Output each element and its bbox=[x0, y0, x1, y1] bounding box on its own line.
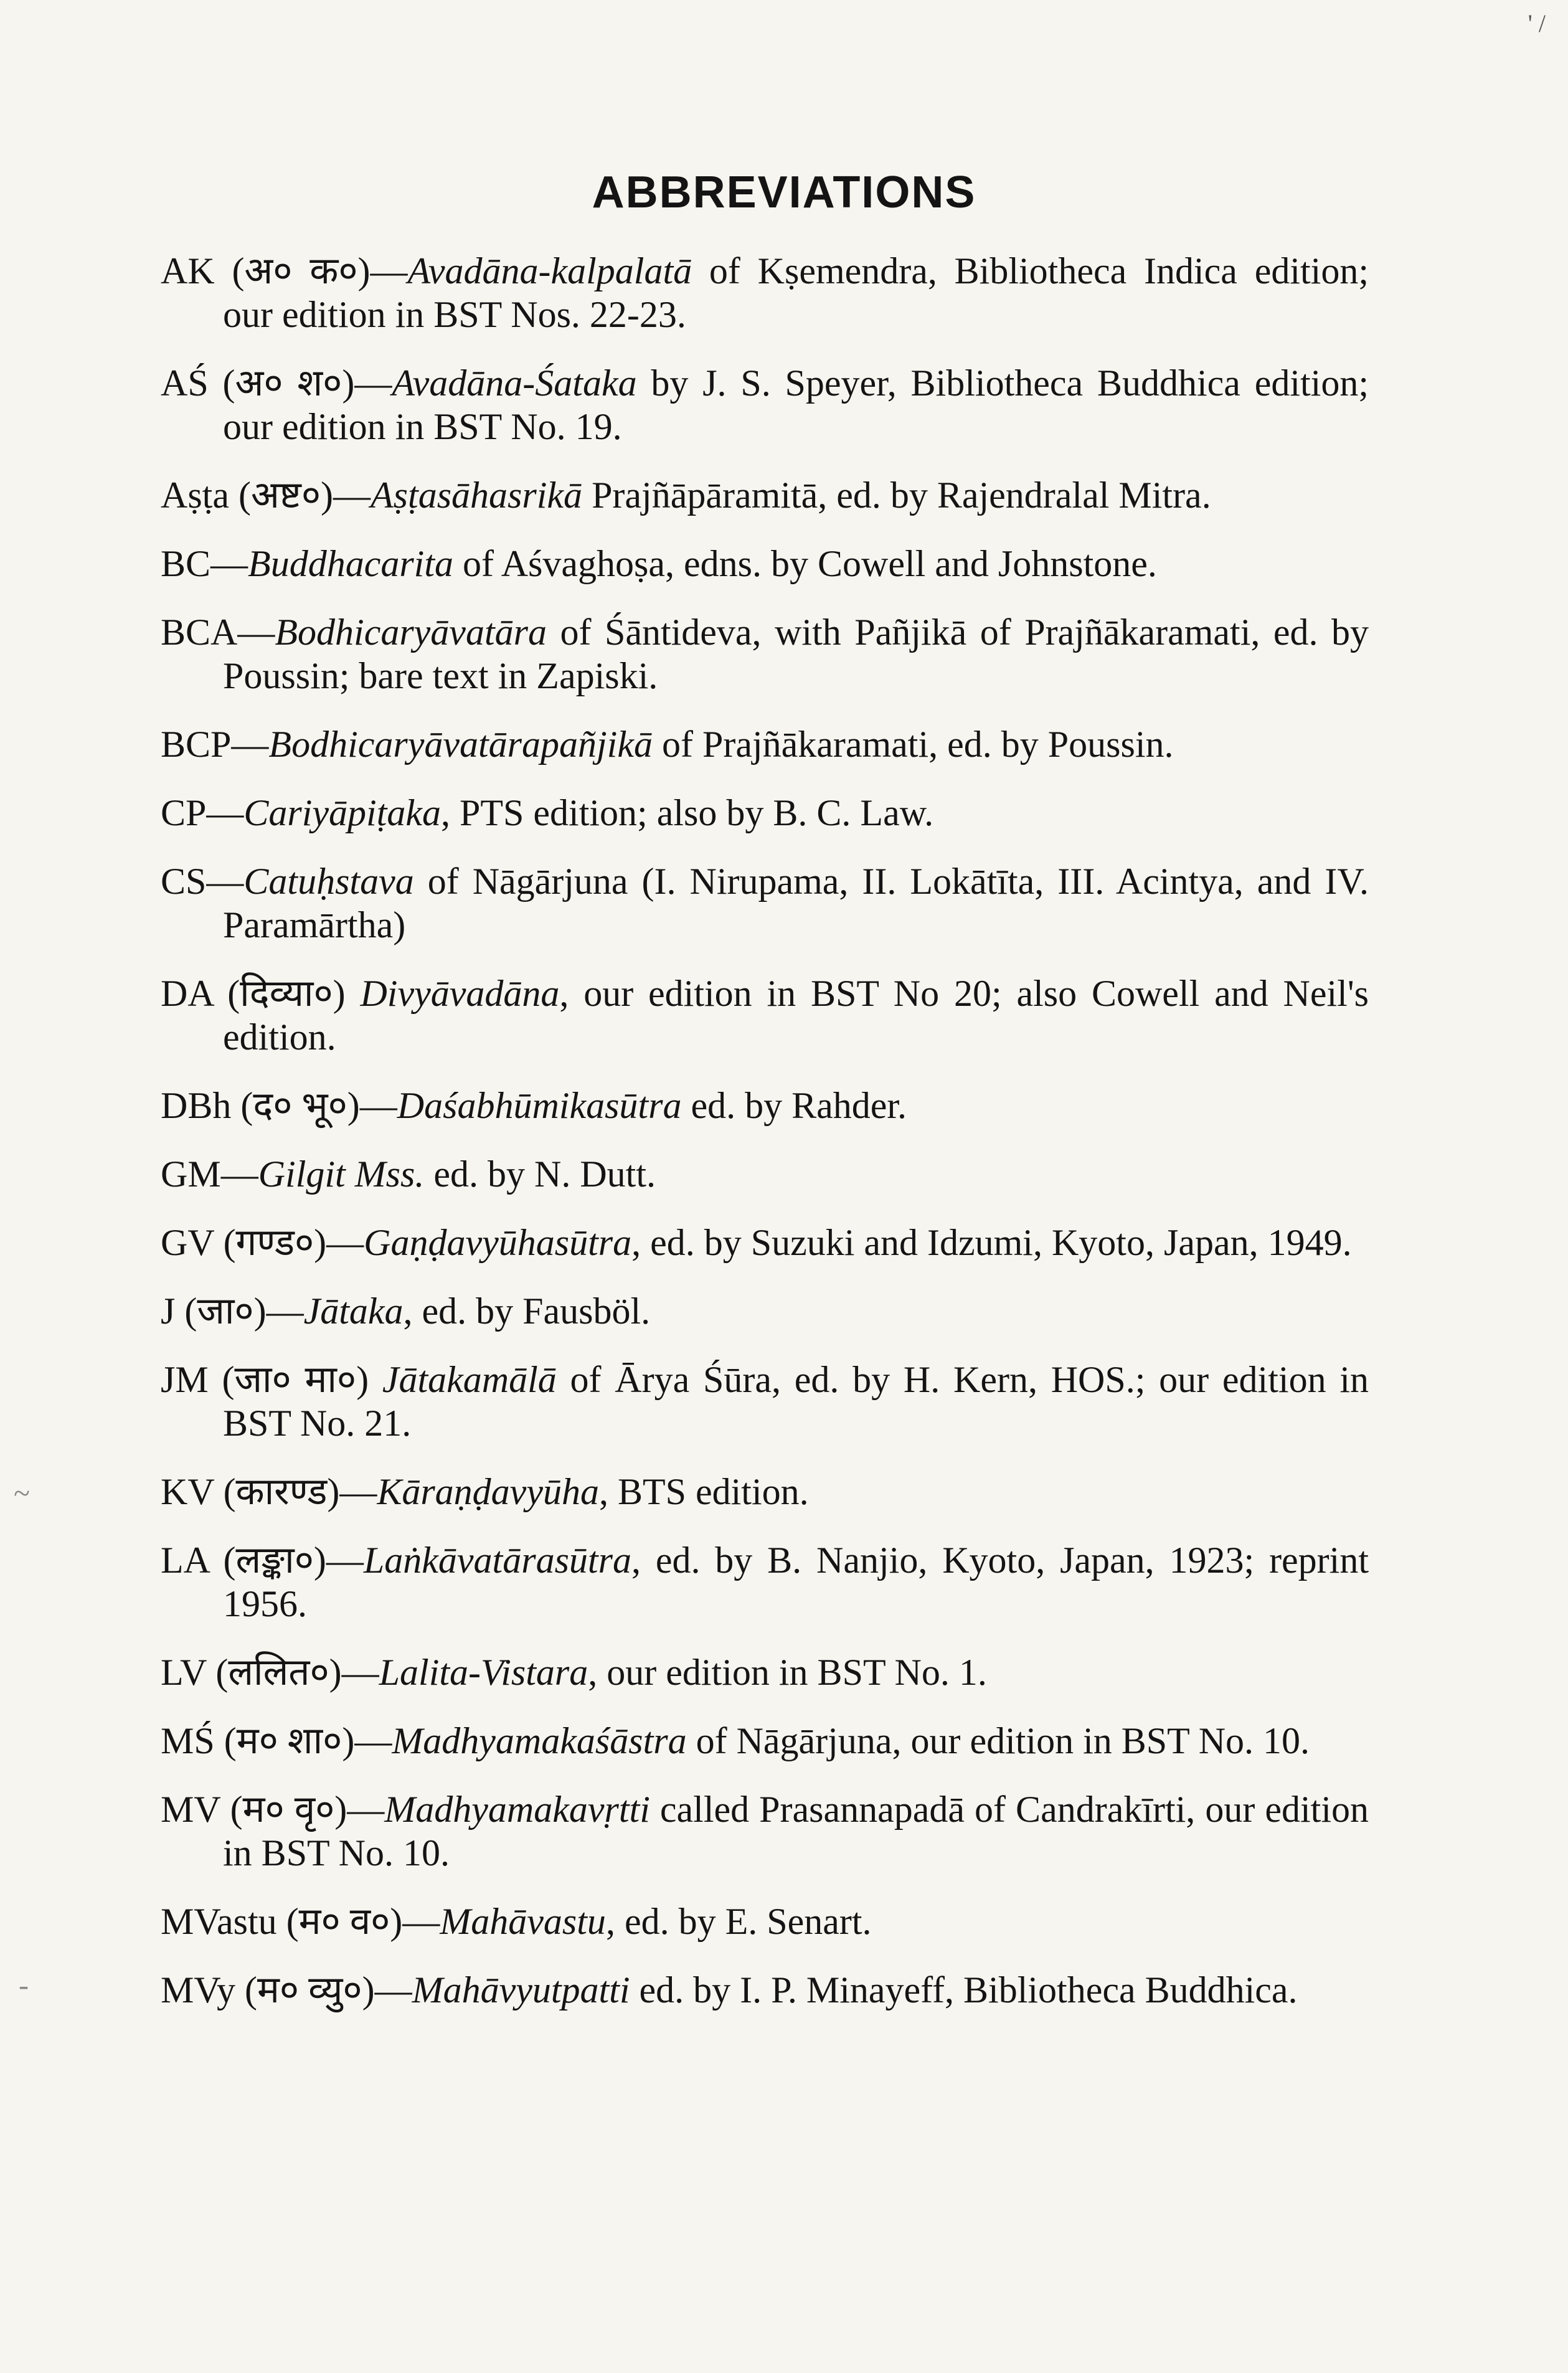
abbreviation-entry bbox=[161, 249, 1369, 336]
entry-description: , PTS edition; also by B. C. Law. bbox=[441, 792, 934, 833]
entry-description: of Kṣemendra, Bibliotheca Indica edition; our edition in BST Nos. 22-23. bbox=[223, 250, 1369, 335]
abbreviation-code: MŚ bbox=[161, 1720, 215, 1761]
entry-separator: — bbox=[220, 1153, 258, 1195]
entry-description: of Ārya Śūra, ed. by H. Kern, HOS.; our edition in BST No. 21. bbox=[223, 1359, 1369, 1444]
abbreviation-entry bbox=[161, 542, 1369, 585]
abbreviation-entry bbox=[161, 1358, 1369, 1445]
abbreviation-entry bbox=[161, 1651, 1369, 1694]
work-title: Jātaka bbox=[303, 1291, 404, 1332]
abbreviation-code: Aṣṭa bbox=[161, 475, 229, 516]
work-title: Mahāvastu bbox=[440, 1901, 606, 1942]
entry-separator: — bbox=[354, 362, 392, 404]
abbreviation-entry bbox=[161, 1470, 1369, 1513]
devanagari-abbreviation: (जा०) bbox=[184, 1291, 267, 1332]
abbreviation-entry bbox=[161, 791, 1369, 835]
entry-separator: — bbox=[354, 1720, 392, 1761]
abbreviation-entry bbox=[161, 1289, 1369, 1333]
abbreviation-code: DBh bbox=[161, 1085, 232, 1126]
entry-description: called Prasannapadā of Candrakīrti, our edition in BST No. 10. bbox=[223, 1789, 1369, 1873]
corner-mark: ' / bbox=[1528, 9, 1546, 37]
abbreviation-code: MVy bbox=[161, 1969, 236, 2011]
entry-separator: — bbox=[339, 1471, 377, 1512]
abbreviation-code: CS bbox=[161, 861, 207, 902]
entry-description: Prajñāpāramitā, ed. by Rajendralal Mitra. bbox=[582, 475, 1211, 516]
abbreviation-code: JM bbox=[161, 1359, 209, 1400]
margin-mark: - bbox=[19, 1969, 29, 2002]
work-title: Gaṇḍavyūhasūtra bbox=[364, 1222, 632, 1263]
entry-separator bbox=[369, 1359, 382, 1400]
work-title: Avadāna-Śataka bbox=[392, 362, 637, 404]
work-title: Gilgit Mss. bbox=[258, 1153, 425, 1195]
abbreviation-code: AK bbox=[161, 250, 215, 291]
entry-separator: — bbox=[374, 1969, 412, 2011]
abbreviation-code: AŚ bbox=[161, 362, 209, 404]
work-title: Bodhicaryāvatārapañjikā bbox=[268, 724, 653, 765]
devanagari-abbreviation: (अष्ट०) bbox=[238, 475, 334, 516]
abbreviation-entry bbox=[161, 860, 1369, 947]
work-title: Madhyamakaśāstra bbox=[392, 1720, 687, 1761]
abbreviation-code: J bbox=[161, 1291, 176, 1332]
abbreviation-code: DA bbox=[161, 973, 213, 1014]
entry-description: ed. by Rahder. bbox=[681, 1085, 907, 1126]
work-title: Laṅkāvatārasūtra bbox=[363, 1540, 631, 1581]
devanagari-abbreviation: (म० व०) bbox=[286, 1901, 403, 1942]
entry-description: of Nāgārjuna (I. Nirupama, II. Lokātīta, III. Acintya, and IV. Paramārtha) bbox=[223, 861, 1369, 945]
work-title: Catuḥstava bbox=[243, 861, 414, 902]
abbreviation-code: BCP bbox=[161, 724, 232, 765]
margin-mark: ~ bbox=[14, 1477, 30, 1510]
work-title: Aṣṭasāhasrikā bbox=[371, 475, 583, 516]
entry-separator: — bbox=[402, 1901, 440, 1942]
abbreviation-entry bbox=[161, 361, 1369, 448]
abbreviation-entry bbox=[161, 1719, 1369, 1763]
devanagari-abbreviation: (गण्ड०) bbox=[223, 1222, 327, 1263]
work-title: Avadāna-kalpalatā bbox=[407, 250, 692, 291]
abbreviation-entry bbox=[161, 610, 1369, 698]
entry-description: , our edition in BST No 20; also Cowell and Neil's edition. bbox=[223, 973, 1369, 1058]
abbreviation-code: MVastu bbox=[161, 1901, 277, 1942]
entry-separator: — bbox=[231, 724, 269, 765]
work-title: Buddhacarita bbox=[248, 543, 454, 584]
abbreviation-entry bbox=[161, 1788, 1369, 1875]
entry-separator: — bbox=[326, 1540, 364, 1581]
entry-separator: — bbox=[333, 475, 371, 516]
abbreviation-code: KV bbox=[161, 1471, 214, 1512]
devanagari-abbreviation: (जा० मा०) bbox=[222, 1359, 369, 1400]
abbreviation-entry bbox=[161, 473, 1369, 517]
entry-description: , BTS edition. bbox=[598, 1471, 809, 1512]
abbreviation-entry bbox=[161, 972, 1369, 1059]
abbreviation-code: LA bbox=[161, 1540, 209, 1581]
work-title: Kāraṇḍavyūha bbox=[377, 1471, 599, 1512]
entry-separator: — bbox=[359, 1085, 397, 1126]
entry-description: of Aśvaghoṣa, edns. by Cowell and Johnstone. bbox=[453, 543, 1157, 584]
devanagari-abbreviation: (दिव्या०) bbox=[227, 973, 346, 1014]
devanagari-abbreviation: (म० व्यु०) bbox=[245, 1969, 375, 2011]
abbreviation-entry bbox=[161, 1221, 1369, 1264]
devanagari-abbreviation: (अ० क०) bbox=[232, 250, 371, 291]
abbreviation-entry bbox=[161, 1084, 1369, 1127]
abbreviation-list bbox=[161, 249, 1369, 2037]
entry-description: , ed. by Fausböl. bbox=[403, 1291, 651, 1332]
devanagari-abbreviation: (अ० श०) bbox=[222, 362, 355, 404]
abbreviation-code: LV bbox=[161, 1652, 207, 1693]
abbreviation-code: MV bbox=[161, 1789, 220, 1830]
entry-description: , our edition in BST No. 1. bbox=[588, 1652, 987, 1693]
entry-separator bbox=[346, 973, 361, 1014]
work-title: Lalita-Vistara bbox=[379, 1652, 588, 1693]
devanagari-abbreviation: (म० वृ०) bbox=[230, 1789, 347, 1830]
entry-separator: — bbox=[370, 250, 408, 291]
abbreviation-code: CP bbox=[161, 792, 207, 833]
work-title: Mahāvyutpatti bbox=[412, 1969, 630, 2011]
entry-separator: — bbox=[341, 1652, 379, 1693]
entry-separator: — bbox=[237, 612, 275, 653]
entry-description: of Prajñākaramati, ed. by Poussin. bbox=[652, 724, 1174, 765]
entry-description: of Śāntideva, with Pañjikā of Prajñākaramati, ed. by Poussin; bare text in Zapiski. bbox=[223, 612, 1369, 696]
entry-description: by J. S. Speyer, Bibliotheca Buddhica edition; our edition in BST No. 19. bbox=[223, 362, 1369, 447]
abbreviation-code: BCA bbox=[161, 612, 238, 653]
devanagari-abbreviation: (म० शा०) bbox=[224, 1720, 355, 1761]
abbreviation-code: GV bbox=[161, 1222, 214, 1263]
entry-description: ed. by N. Dutt. bbox=[424, 1153, 656, 1195]
entry-separator: — bbox=[266, 1291, 304, 1332]
entry-separator: — bbox=[326, 1222, 364, 1263]
entry-description: ed. by I. P. Minayeff, Bibliotheca Buddhica. bbox=[630, 1969, 1298, 2011]
abbreviation-code: GM bbox=[161, 1153, 221, 1195]
entry-separator: — bbox=[210, 543, 248, 584]
work-title: Divyāvadāna bbox=[360, 973, 560, 1014]
entry-separator: — bbox=[347, 1789, 385, 1830]
work-title: Cariyāpiṭaka bbox=[243, 792, 442, 833]
entry-description: , ed. by Suzuki and Idzumi, Kyoto, Japan, 1949. bbox=[631, 1222, 1352, 1263]
abbreviation-entry bbox=[161, 722, 1369, 766]
abbreviation-code: BC bbox=[161, 543, 211, 584]
devanagari-abbreviation: (ललित०) bbox=[215, 1652, 342, 1693]
abbreviation-entry bbox=[161, 1152, 1369, 1196]
entry-description: , ed. by B. Nanjio, Kyoto, Japan, 1923; reprint 1956. bbox=[223, 1540, 1369, 1624]
work-title: Bodhicaryāvatāra bbox=[275, 612, 547, 653]
entry-separator: — bbox=[206, 792, 244, 833]
entry-separator: — bbox=[206, 861, 244, 902]
abbreviation-entry bbox=[161, 1968, 1369, 2012]
work-title: Jātakamālā bbox=[382, 1359, 557, 1400]
devanagari-abbreviation: (लङ्का०) bbox=[223, 1540, 326, 1581]
work-title: Daśabhūmikasūtra bbox=[397, 1085, 682, 1126]
devanagari-abbreviation: (कारण्ड) bbox=[223, 1471, 340, 1512]
entry-description: , ed. by E. Senart. bbox=[605, 1901, 872, 1942]
abbreviation-entry bbox=[161, 1538, 1369, 1626]
abbreviation-entry bbox=[161, 1900, 1369, 1943]
devanagari-abbreviation: (द० भू०) bbox=[240, 1085, 360, 1126]
work-title: Madhyamakavṛtti bbox=[384, 1789, 650, 1830]
page-title: ABBREVIATIONS bbox=[592, 168, 976, 217]
entry-description: of Nāgārjuna, our edition in BST No. 10. bbox=[686, 1720, 1310, 1761]
